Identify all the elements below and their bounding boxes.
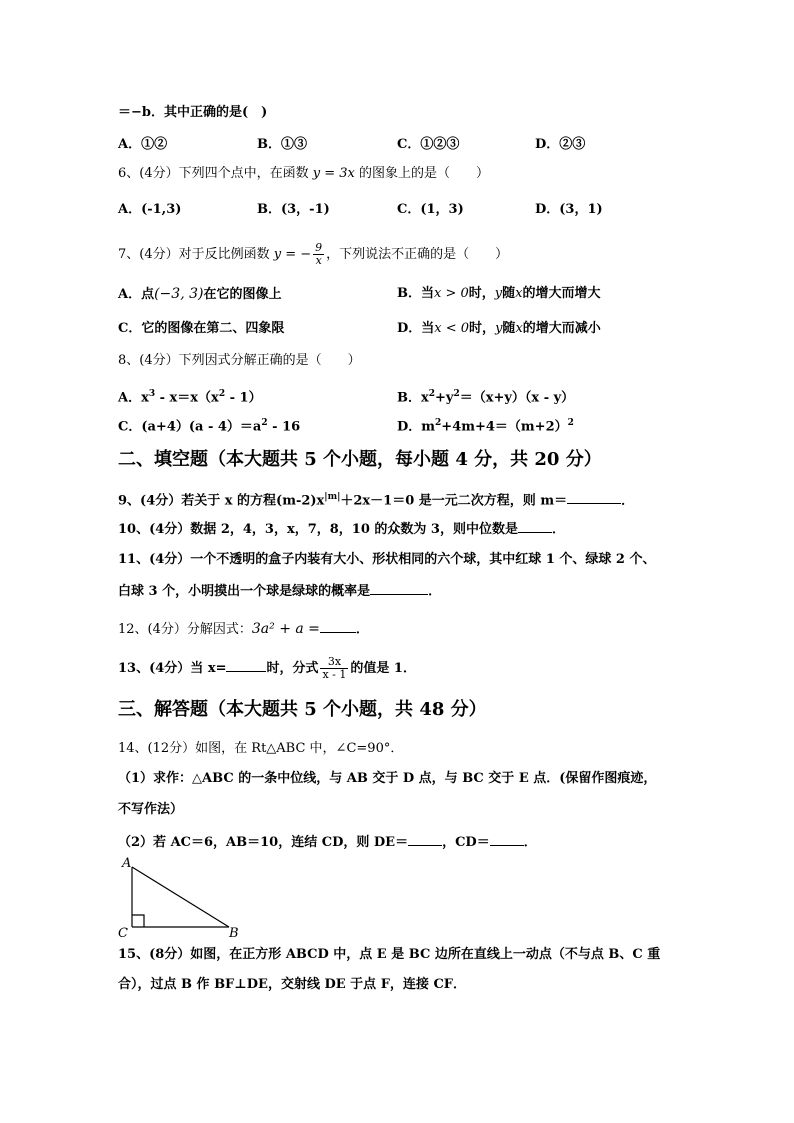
q14-part1-line1: （1）求作：△ABC 的一条中位线，与 AB 交于 D 点，与 BC 交于 E 点．(保留作图痕迹， bbox=[118, 771, 657, 786]
q13-answer-blank[interactable] bbox=[226, 659, 266, 672]
q6-option-a: A．(-1,3) bbox=[118, 202, 182, 217]
right-angle-mark bbox=[132, 915, 144, 927]
q7-function-lhs: y = − bbox=[273, 247, 312, 262]
q10-answer-blank[interactable] bbox=[518, 520, 552, 533]
q13: 13、(4分）当 x= 时，分式 $\frac{3x}{x - 1}$ 的值是 1． bbox=[118, 655, 416, 681]
q7-option-c: C．它的图像在第二、四象限 bbox=[118, 321, 285, 336]
vertex-a-label: A bbox=[122, 856, 132, 871]
q6-prefix: 6、(4分）下列四个点中，在函数 bbox=[118, 166, 309, 181]
q6-option-d: D．(3，1) bbox=[535, 202, 603, 217]
q15-line2: 合），过点 B 作 BF⊥DE，交射线 DE 于点 F，连接 CF． bbox=[118, 977, 467, 992]
q7-suffix: ，下列说法不正确的是（ ） bbox=[326, 247, 509, 262]
q11-answer-blank[interactable] bbox=[370, 582, 428, 595]
q5-option-d: D．②③ bbox=[535, 137, 586, 152]
q5-option-b: B．①③ bbox=[257, 137, 307, 152]
q14-part1-line2: 不写作法） bbox=[118, 802, 184, 817]
section-heading-solve: 三、解答题（本大题共 5 个小题，共 48 分） bbox=[118, 699, 487, 720]
q5-option-c: C．①②③ bbox=[397, 137, 460, 152]
q10: 10、(4分）数据 2，4，3，x，7，8，10 的众数为 3，则中位数是 ． bbox=[118, 522, 565, 537]
q12-answer-blank[interactable] bbox=[320, 620, 356, 633]
q5-option-a: A．①② bbox=[118, 137, 168, 152]
q11-line2: 白球 3 个，小明摸出一个球是绿球的概率是 ． bbox=[118, 584, 442, 599]
q14-part2: （2）若 AC＝6，AB＝10，连结 CD，则 DE＝ ，CD＝ ． bbox=[118, 835, 537, 850]
q14-de-blank[interactable] bbox=[408, 833, 442, 846]
q6-stem bbox=[118, 165, 489, 183]
q8-option-d: D．$m^2+4m+4=(m+2)^2$ bbox=[397, 418, 574, 435]
q5-tail: ＝−b．其中正确的是( ) bbox=[118, 105, 268, 120]
q13-fraction: $\frac{3x}{x - 1}$ bbox=[322, 655, 347, 681]
q7-stem bbox=[118, 240, 508, 270]
side-ab bbox=[132, 867, 229, 927]
q9: 9、(4分）若关于 x 的方程$(m-2)x^{|m|}+2x-1=0$ 是一元二次方程，则 m＝ ． bbox=[118, 492, 635, 509]
q14-cd-blank[interactable] bbox=[490, 833, 524, 846]
q7-option-d: D．当x < 0时，y随x的增大而减小 bbox=[397, 321, 601, 336]
q15-line1: 15、(8分）如图，在正方形 ABCD 中，点 E 是 BC 边所在直线上一动点（不与点 B、C 重 bbox=[118, 947, 661, 962]
vertex-b-label: B bbox=[229, 926, 239, 941]
q7-prefix: 7、(4分）对于反比例函数 bbox=[118, 247, 270, 262]
q14-stem: 14、(12分）如图，在 Rt△ABC 中，∠C=90°． bbox=[118, 741, 404, 756]
q11-line1: 11、(4分）一个不透明的盒子内装有大小、形状相同的六个球，其中红球 1 个、绿球 2 个、 bbox=[118, 552, 656, 567]
q6-option-c: C．(1，3) bbox=[397, 202, 464, 217]
q6-suffix: 的图象上的是（ ） bbox=[359, 166, 490, 181]
vertex-c-label: C bbox=[118, 926, 128, 941]
q8-option-a: A．$x^3 - x=x(x^2 - 1)$ bbox=[118, 389, 262, 406]
section-heading-fill-in: 二、填空题（本大题共 5 个小题，每小题 4 分，共 20 分） bbox=[118, 449, 602, 470]
q12: 12、(4分）分解因式：3a² + a = ． bbox=[118, 621, 369, 637]
q9-answer-blank[interactable] bbox=[567, 491, 621, 504]
q7-option-a: A．点(−3, 3)在它的图像上 bbox=[118, 286, 282, 302]
q6-option-b: B．(3，-1) bbox=[257, 202, 330, 217]
q6-function: y = 3x bbox=[312, 166, 355, 181]
triangle-figure bbox=[112, 852, 247, 942]
q8-option-b: B．$x^2+y^2=(x+y)(x - y)$ bbox=[397, 389, 575, 406]
q7-option-b: B．当x > 0时，y随x的增大而增大 bbox=[397, 286, 601, 301]
q8-option-c: C．$(a+4)(a - 4)=a^2 - 16$ bbox=[118, 418, 301, 435]
q7-fraction: $\frac{9}{x}$ bbox=[315, 241, 323, 267]
q8-stem: 8、(4分）下列因式分解正确的是（ ） bbox=[118, 353, 361, 368]
